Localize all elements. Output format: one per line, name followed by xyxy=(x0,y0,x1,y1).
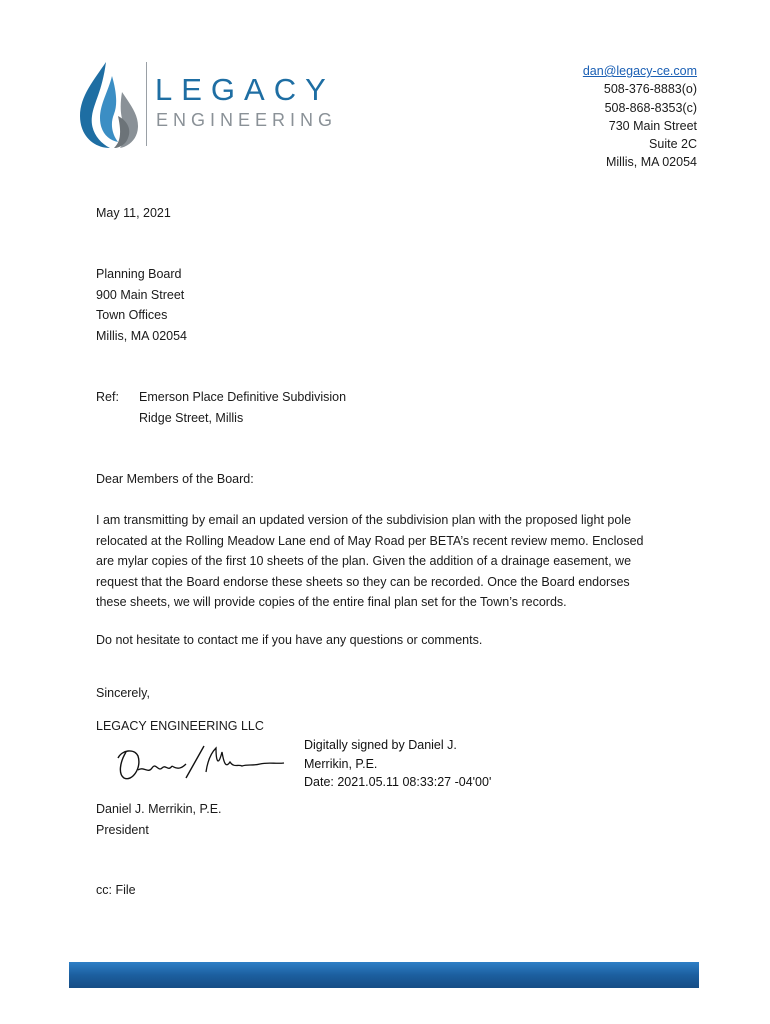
company-name: LEGACY ENGINEERING LLC xyxy=(96,719,264,733)
ref-line: Ridge Street, Millis xyxy=(139,410,244,425)
paragraph-line: request that the Board endorse these sheets so they can be recorded. Once the Board endorses xyxy=(96,574,630,589)
letter-date: May 11, 2021 xyxy=(96,206,171,220)
paragraph-line: relocated at the Rolling Meadow Lane end of May Road per BETA’s recent review memo. Enclosed xyxy=(96,533,644,548)
ref-line: Emerson Place Definitive Subdivision xyxy=(139,390,347,404)
digital-signature-block xyxy=(304,736,491,792)
contact-email-link[interactable]: dan@legacy-ce.com xyxy=(582,64,697,78)
recipient-line: Planning Board xyxy=(96,267,182,281)
cc-line: cc: File xyxy=(96,883,136,897)
recipient-address xyxy=(96,264,187,346)
ref-label: Ref: xyxy=(96,390,119,404)
contact-street: 730 Main Street xyxy=(608,118,697,133)
recipient-line: Millis, MA 02054 xyxy=(96,328,188,343)
signer-block xyxy=(96,799,222,840)
closing: Sincerely, xyxy=(96,686,150,700)
contact-phone-office: 508-376-8883(o) xyxy=(603,82,697,97)
flame-drop-icon xyxy=(80,62,138,148)
paragraph-line: these sheets, we will provide copies of the entire final plan set for the Town’s records. xyxy=(96,595,567,610)
recipient-line: Town Offices xyxy=(96,308,168,322)
body-paragraph-1 xyxy=(96,510,686,613)
contact-phone-cell: 508-868-8353(c) xyxy=(604,100,697,115)
recipient-line: 900 Main Street xyxy=(96,287,185,302)
contact-city: Millis, MA 02054 xyxy=(605,155,697,170)
signer-name: Daniel J. Merrikin, P.E. xyxy=(96,802,222,816)
digital-signature-line: Date: 2021.05.11 08:33:27 -04'00' xyxy=(304,775,492,789)
logo-wordmark-bottom: ENGINEERING xyxy=(156,110,338,130)
contact-suite: Suite 2C xyxy=(649,137,697,152)
body-paragraph-2: Do not hesitate to contact me if you have any questions or comments. xyxy=(96,633,483,647)
salutation: Dear Members of the Board: xyxy=(96,472,254,486)
digital-signature-line: Digitally signed by Daniel J. xyxy=(304,738,457,752)
ref-subject xyxy=(139,387,346,428)
digital-signature-line: Merrikin, P.E. xyxy=(304,756,378,771)
handwritten-signature xyxy=(112,738,292,788)
contact-block xyxy=(583,62,697,172)
footer-bar xyxy=(69,962,699,988)
logo-divider xyxy=(146,62,147,146)
signer-title: President xyxy=(96,822,149,837)
logo-wordmark-top: LEGACY xyxy=(155,72,335,107)
paragraph-line: are mylar copies of the first 10 sheets of the plan. Given the addition of a drainage easement, we xyxy=(96,554,632,569)
paragraph-line: I am transmitting by email an updated version of the subdivision plan with the proposed light pole xyxy=(96,513,632,527)
